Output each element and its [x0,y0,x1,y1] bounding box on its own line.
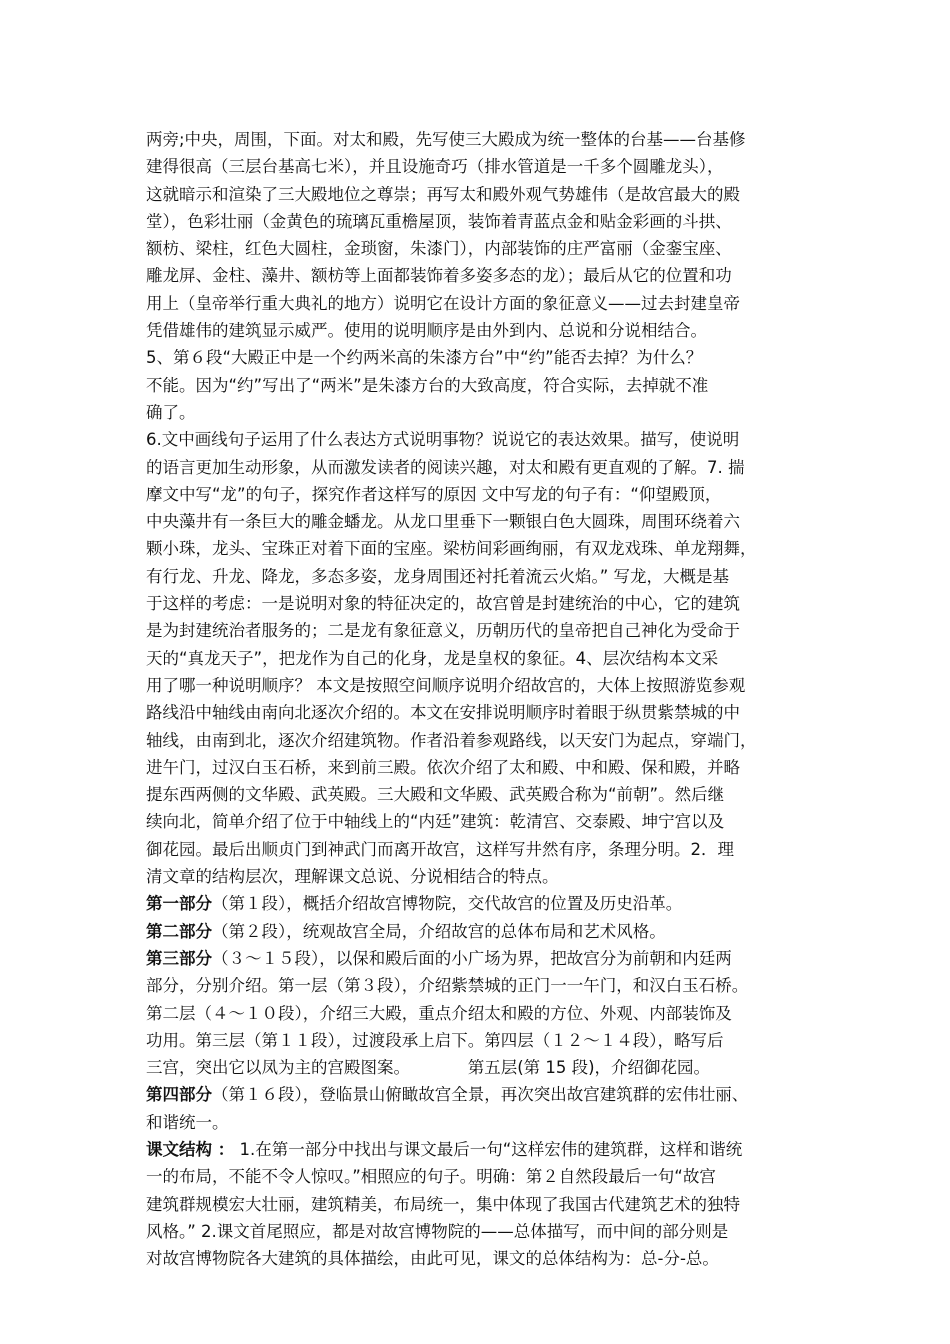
part2-line [146,918,810,945]
text-line: 中央藻井有一条巨大的雕金蟠龙。从龙口里垂下一颗银白色大圆珠，周围环绕着六 [146,512,740,532]
text-line: 凭借雄伟的建筑显示威严。使用的说明顺序是由外到内、总说和分说相结合。 [146,321,707,341]
text-line: 续向北，简单介绍了位于中轴线上的“内廷”建筑：乾清宫、交泰殿、坤宁宫以及 [146,812,725,832]
text-line: 建得很高（三层台基高七米），并且设施奇巧（排水管道是一千多个圆雕龙头）， [146,157,724,177]
text-line: 6.文中画线句子运用了什么表达方式说明事物？说说它的表达效果。描写，使说明 [146,430,740,450]
text-line: 这就暗示和渲染了三大殿地位之尊崇；再写太和殿外观气势雄伟（是故宫最大的殿 [146,184,740,204]
text-line: 进午门，过汉白玉石桥，来到前三殿。依次介绍了太和殿、中和殿、保和殿，并略 [146,757,740,777]
text-line: 提东西两侧的文华殿、武英殿。三大殿和文华殿、武英殿合称为“前朝”。然后继 [146,785,725,805]
part4-line: 和谐统一。 [146,1112,229,1132]
structure-line: 风格。” 2.课文首尾照应，都是对故宫博物院的——总体描写，而中间的部分则是 [146,1221,729,1241]
text-line: 的语言更加生动形象，从而激发读者的阅读兴趣，对太和殿有更直观的了解。7. 揣 [146,457,745,477]
part1-text: （第１段），概括介绍故宫博物院，交代故宫的位置及历史沿革。 [212,894,683,914]
text-line: 御花园。最后出顺贞门到神武门而离开故宫，这样写井然有序，条理分明。2．理 [146,839,734,859]
text-line: 轴线，由南到北，逐次介绍建筑物。作者沿着参观路线，以天安门为起点，穿端门， [146,730,757,750]
part1-heading: 第一部分 [146,894,212,914]
text-line: 5、第６段“大殿正中是一个约两米高的朱漆方台”中“约”能否去掉？为什么？ [146,348,703,368]
part2-heading: 第二部分 [146,921,212,941]
text-line: 额枋、梁柱，红色大圆柱，金琐窗，朱漆门），内部装饰的庄严富丽（金銮宝座、 [146,239,732,259]
part2-text: （第２段），统观故宫全局，介绍故宫的总体布局和艺术风格。 [212,921,666,941]
structure-text: 1.在第一部分中找出与课文最后一句“这样宏伟的建筑群，这样和谐统 [234,1139,743,1159]
part4-line [146,1081,810,1108]
text-line: 不能。因为“约”写出了“两米”是朱漆方台的大致高度，符合实际，去掉就不准 [146,375,709,395]
part4-text: （第１６段），登临景山俯瞰故宫全景，再次突出故宫建筑群的宏伟壮丽、 [212,1085,749,1105]
part3-text: （３～１５段），以保和殿后面的小广场为界，把故宫分为前朝和内廷两 [212,948,732,968]
part3-line: 部分，分别介绍。第一层（第３段），介绍紫禁城的正门一一午门，和汉白玉石桥。 [146,976,749,996]
part3-heading: 第三部分 [146,948,212,968]
structure-line: 建筑群规模宏大壮丽，建筑精美，布局统一，集中体现了我国古代建筑艺术的独特 [146,1194,740,1214]
text-line: 清文章的结构层次，理解课文总说、分说相结合的特点。 [146,867,559,887]
text-line: 于这样的考虑：一是说明对象的特征决定的，故宫曾是封建统治的中心，它的建筑 [146,594,740,614]
part1-line [146,890,810,917]
structure-heading: 课文结构 ： [146,1139,235,1159]
structure-line: 一的布局，不能不令人惊叹。”相照应的句子。明确：第２自然段最后一句“故宫 [146,1167,716,1187]
structure-line: 对故宫博物院各大建筑的具体描绘，由此可见，课文的总体结构为：总-分-总。 [146,1249,719,1269]
text-line: 用了哪一种说明顺序？ 本文是按照空间顺序说明介绍故宫的，大体上按照游览参观 [146,675,746,695]
part3-line: 第二层（４～１０段），介绍三大殿，重点介绍太和殿的方位、外观、内部装饰及 [146,1003,732,1023]
text-line: 用上（皇帝举行重大典礼的地方）说明它在设计方面的象征意义——过去封建皇帝 [146,293,740,313]
text-line: 摩文中写“龙”的句子，探究作者这样写的原因 文中写龙的句子有：“仰望殿顶， [146,484,722,504]
part3-line [146,945,810,972]
text-line: 是为封建统治者服务的；二是龙有象征意义，历朝历代的皇帝把自己神化为受命于 [146,621,740,641]
text-line: 堂），色彩壮丽（金黄色的琉璃瓦重檐屋顶，装饰着青蓝点金和贴金彩画的斗拱、 [146,211,732,231]
text-line: 路线沿中轴线由南向北逐次介绍的。本文在安排说明顺序时着眼于纵贯紫禁城的中 [146,703,740,723]
text-line: 两旁;中央，周围，下面。对太和殿，先写使三大殿成为统一整体的台基——台基修 [146,130,746,149]
text-line: 雕龙屏、金柱、藻井、额枋等上面都装饰着多姿多态的龙）；最后从它的位置和功 [146,266,732,286]
part3-line: 功用。第三层（第１１段），过渡段承上启下。第四层（１２～１４段），略写后 [146,1030,724,1050]
part4-heading: 第四部分 [146,1085,212,1105]
structure-line [146,1136,810,1163]
text-line: 有行龙、升龙、降龙，多态多姿，龙身周围还衬托着流云火焰。” 写龙，大概是基 [146,566,730,586]
part3-line: 三宫，突出它以凤为主的宫殿图案。 第五层(第 15 段)，介绍御花园。 [146,1058,711,1078]
document-page [146,126,810,1272]
text-line: 天的“真龙天子”，把龙作为自己的化身，龙是皇权的象征。4、层次结构本文采 [146,648,719,668]
text-line: 颗小珠，龙头、宝珠正对着下面的宝座。梁枋间彩画绚丽，有双龙戏珠、单龙翔舞， [146,539,757,559]
text-line: 确了。 [146,402,196,422]
